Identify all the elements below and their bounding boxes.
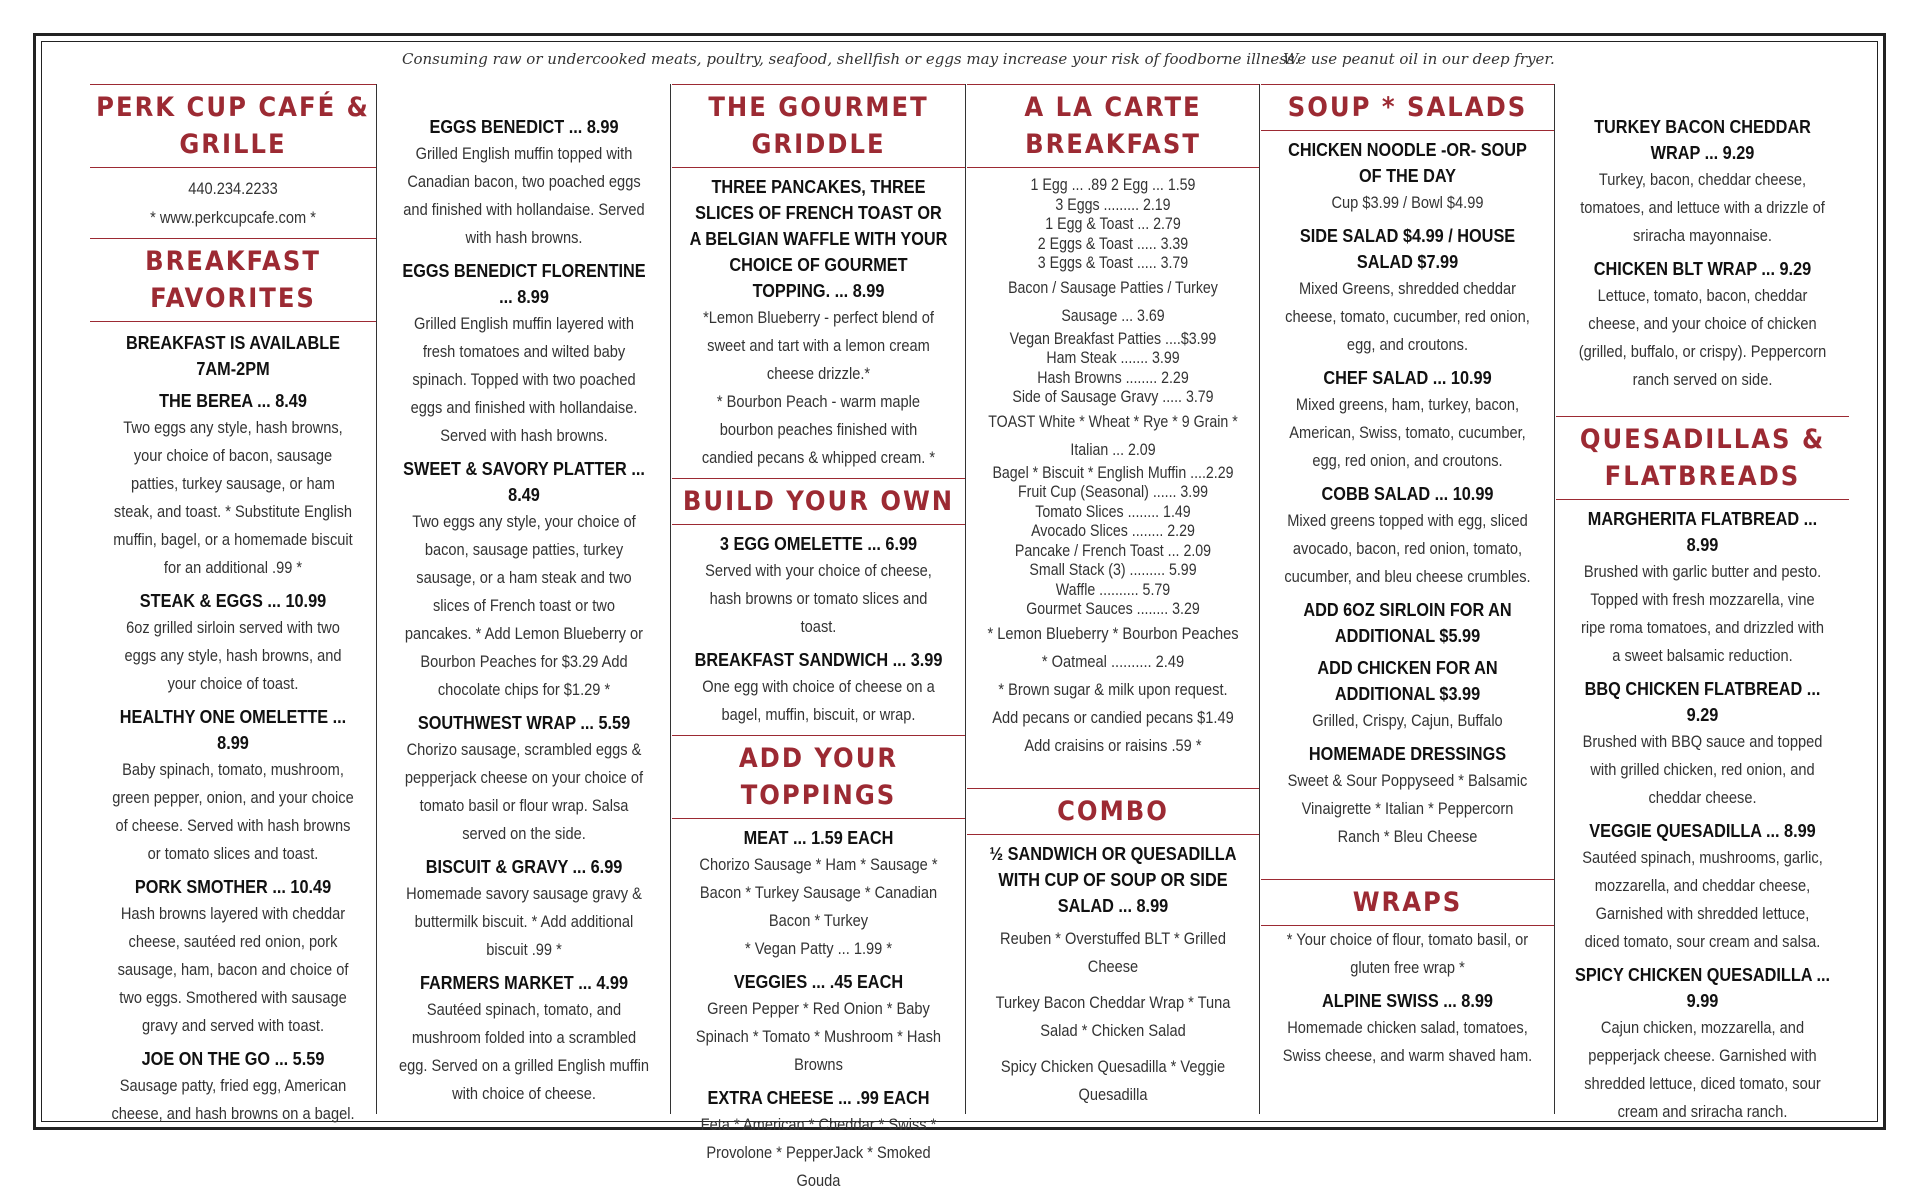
item-title: EXTRA CHEESE ... .99 EACH — [707, 1087, 930, 1108]
list-item: 1 Egg & Toast ... 2.79 — [1045, 215, 1181, 233]
phone-number: 440.234.2233 — [188, 179, 278, 198]
peanut-oil-note: We use peanut oil in our deep fryer. — [1283, 50, 1555, 68]
item-description: Served with your choice of cheese, hash browns or tomato slices and toast. — [705, 561, 932, 636]
oatmeal-note: * Brown sugar & milk upon request. Add pecans or candied pecans $1.49 Add craisins or raisins .59 * — [992, 679, 1234, 755]
list-item: Avocado Slices ........ 2.29 — [1031, 522, 1195, 540]
item-description: One egg with choice of cheese on a bagel, muffin, biscuit, or wrap. — [702, 677, 935, 724]
item-description: Brushed with BBQ sauce and topped with grilled chicken, red onion, and cheddar cheese. — [1582, 732, 1823, 807]
item-title: ½ SANDWICH OR QUESADILLA WITH CUP OF SOUP OR SIDE SALAD ... 8.99 — [989, 842, 1237, 916]
item-title: MEAT ... 1.59 EACH — [743, 827, 894, 848]
item-description: Two eggs any style, hash browns, your choice of bacon, sausage patties, turkey sausage, or ham steak, and toast. * Substitute English muffin, bagel, or a homemade biscuit for an additional .99 * — [113, 418, 353, 577]
section-breakfast-favorites: BREAKFAST FAVORITES — [90, 238, 376, 322]
item-description: Sausage patty, fried egg, American cheese, and hash browns on a bagel. — [111, 1076, 355, 1123]
list-item: Fruit Cup (Seasonal) ...... 3.99 — [1017, 483, 1209, 501]
item-title: EGGS BENEDICT FLORENTINE ... 8.99 — [402, 260, 646, 307]
item-description: Cajun chicken, mozzarella, and pepperjack cheese. Garnished with shredded lettuce, diced tomato, sour cream and sriracha ranch. — [1584, 1018, 1821, 1121]
item-title: CHICKEN BLT WRAP ... 9.29 — [1593, 258, 1812, 279]
list-item: Bacon / Sausage Patties / Turkey Sausage ... 3.69 — [1008, 278, 1218, 325]
item-title: SIDE SALAD $4.99 / HOUSE SALAD $7.99 — [1299, 225, 1516, 272]
item-description: Cup $3.99 / Bowl $4.99 — [1331, 193, 1484, 212]
item-description: Sweet & Sour Poppyseed * Balsamic Vinaigrette * Italian * Peppercorn Ranch * Bleu Cheese — [1287, 771, 1528, 846]
item-description: Mixed Greens, shredded cheddar cheese, tomato, cucumber, red onion, egg, and croutons. — [1285, 279, 1530, 354]
item-title: HEALTHY ONE OMELETTE ... 8.99 — [119, 706, 347, 753]
item-title: STEAK & EGGS ... 10.99 — [139, 590, 327, 611]
item-description: Lettuce, tomato, bacon, cheddar cheese, and your choice of chicken (grilled, buffalo, or crispy). Peppercorn ranch served on side. — [1578, 286, 1827, 389]
foodborne-warning: Consuming raw or undercooked meats, poultry, seafood, shellfish or eggs may increase your risk of foodborne illness. — [402, 50, 1300, 68]
section-build-your-own: BUILD YOUR OWN — [672, 478, 965, 525]
item-description: Grilled, Crispy, Cajun, Buffalo — [1312, 711, 1503, 730]
item-description: Green Pepper * Red Onion * Baby Spinach * Tomato * Mushroom * Hash Browns — [695, 999, 942, 1074]
item-title: MARGHERITA FLATBREAD ... 8.99 — [1587, 508, 1818, 555]
item-title: JOE ON THE GO ... 5.59 — [141, 1048, 325, 1069]
item-title: BBQ CHICKEN FLATBREAD ... 9.29 — [1584, 678, 1821, 725]
item-description: Homemade savory sausage gravy & buttermilk biscuit. * Add additional biscuit .99 * — [406, 884, 642, 959]
item-title: EGGS BENEDICT ... 8.99 — [429, 116, 619, 137]
column-soup-salads — [1261, 84, 1555, 1114]
item-description: 6oz grilled sirloin served with two eggs any style, hash browns, and your choice of toast. — [124, 618, 342, 693]
item-title: ADD CHICKEN FOR AN ADDITIONAL $3.99 — [1317, 657, 1498, 704]
column-benedicts — [378, 84, 671, 1114]
item-title: ADD 6OZ SIRLOIN FOR AN ADDITIONAL $5.99 — [1303, 599, 1512, 646]
item-title: BREAKFAST SANDWICH ... 3.99 — [694, 649, 943, 670]
column-griddle — [672, 84, 966, 1190]
item-title: ALPINE SWISS ... 8.99 — [1322, 990, 1493, 1011]
item-title: 3 EGG OMELETTE ... 6.99 — [719, 533, 918, 554]
item-description: Hash browns layered with cheddar cheese, sautéed red onion, pork sausage, ham, bacon and choice of two eggs. Smothered with sausage gravy and served with toast. — [117, 904, 349, 1035]
a-la-carte-list — [967, 176, 1259, 620]
item-title: VEGGIE QUESADILLA ... 8.99 — [1589, 820, 1816, 841]
list-item: 3 Eggs ......... 2.19 — [1055, 195, 1171, 214]
item-title: CHEF SALAD ... 10.99 — [1323, 367, 1492, 388]
item-description: Mixed greens, ham, turkey, bacon, American, Swiss, tomato, cucumber, egg, red onion, and croutons. — [1289, 395, 1526, 470]
item-description: Homemade chicken salad, tomatoes, Swiss cheese, and warm shaved ham. — [1282, 1018, 1533, 1065]
item-description: *Lemon Blueberry - perfect blend of sweet and tart with a lemon cream cheese drizzle.* — [703, 308, 934, 383]
list-item: 2 Eggs & Toast ..... 3.39 — [1037, 234, 1189, 253]
section-a-la-carte: A LA CARTE BREAKFAST — [967, 84, 1259, 168]
list-item: Hash Browns ........ 2.29 — [1037, 368, 1189, 387]
list-item: Side of Sausage Gravy ..... 3.79 — [1012, 388, 1214, 406]
item-title: PORK SMOTHER ... 10.49 — [134, 876, 332, 897]
restaurant-name: PERK CUP CAFÉ & GRILLE — [90, 84, 376, 168]
item-note: * Vegan Patty ... 1.99 * — [744, 939, 893, 958]
column-breakfast-favorites — [90, 84, 377, 1123]
item-description: * Bourbon Peach - warm maple bourbon peaches finished with candied pecans & whipped cream. * — [701, 392, 936, 467]
item-description: Two eggs any style, your choice of bacon, sausage patties, turkey sausage, or a ham steak and two slices of French toast or two pancakes. * Add Lemon Blueberry or Bourbon Peaches for $3.29 Add chocolate chips for $1.29 * — [404, 512, 644, 699]
wrap-note: * Your choice of flour, tomato basil, or gluten free wrap * — [1286, 930, 1529, 977]
combo-option: Turkey Bacon Cheddar Wrap * Tuna Salad * Chicken Salad — [995, 992, 1231, 1040]
item-description: Brushed with garlic butter and pesto. Topped with fresh mozzarella, vine ripe roma tomatoes, and drizzled with a sweet balsamic reduction. — [1581, 562, 1824, 665]
list-item: Small Stack (3) ......... 5.99 — [1029, 561, 1197, 579]
list-item: Vegan Breakfast Patties ....$3.99 — [1009, 329, 1217, 348]
column-a-la-carte — [967, 84, 1260, 1114]
list-item: 3 Eggs & Toast ..... 3.79 — [1037, 254, 1189, 272]
item-description: Sautéed spinach, mushrooms, garlic, mozzarella, and cheddar cheese, Garnished with shredded lettuce, diced tomato, sour cream and salsa. — [1582, 848, 1823, 951]
item-title: THREE PANCAKES, THREE SLICES OF FRENCH TOAST OR A BELGIAN WAFFLE WITH YOUR CHOICE OF GOURMET TOPPING. ... 8.99 — [689, 176, 948, 301]
item-title: SPICY CHICKEN QUESADILLA ... 9.99 — [1574, 964, 1831, 1011]
item-title: THE BEREA ... 8.49 — [159, 390, 307, 411]
combo-option: Reuben * Overstuffed BLT * Grilled Cheese — [1000, 928, 1226, 976]
website: * www.perkcupcafe.com * — [150, 208, 316, 227]
item-title: HOMEMADE DRESSINGS — [1308, 743, 1507, 764]
item-description: Mixed greens topped with egg, sliced avocado, bacon, red onion, tomato, cucumber, and bleu cheese crumbles. — [1284, 511, 1531, 586]
item-title: VEGGIES ... .45 EACH — [733, 971, 904, 992]
item-description: Chorizo Sausage * Ham * Sausage * Bacon * Turkey Sausage * Canadian Bacon * Turkey — [699, 855, 938, 930]
breakfast-hours: BREAKFAST IS AVAILABLE 7AM-2PM — [125, 332, 341, 379]
list-item: Gourmet Sauces ........ 3.29 — [1026, 600, 1200, 618]
item-title: SWEET & SAVORY PLATTER ... 8.49 — [403, 458, 645, 505]
item-title: BISCUIT & GRAVY ... 6.99 — [425, 856, 623, 877]
section-quesadillas-flatbreads: QUESADILLAS & FLATBREADS — [1556, 416, 1849, 500]
section-gourmet-griddle: THE GOURMET GRIDDLE — [672, 84, 965, 168]
oatmeal-item: * Lemon Blueberry * Bourbon Peaches * Oatmeal .......... 2.49 — [987, 623, 1239, 671]
item-description: Sautéed spinach, tomato, and mushroom folded into a scrambled egg. Served on a grilled English muffin with choice of cheese. — [398, 1000, 650, 1103]
item-title: CHICKEN NOODLE -OR- SOUP OF THE DAY — [1288, 139, 1527, 186]
list-item: Bagel * Biscuit * English Muffin ....2.29 — [992, 463, 1234, 482]
item-description: Grilled English muffin topped with Canadian bacon, two poached eggs and finished with hollandaise. Served with hash browns. — [403, 144, 645, 247]
section-wraps: WRAPS — [1261, 879, 1554, 926]
list-item: Tomato Slices ........ 1.49 — [1035, 502, 1191, 521]
column-wraps-flatbreads — [1556, 84, 1849, 1121]
list-item: Waffle .......... 5.79 — [1055, 580, 1171, 599]
item-description: Turkey, bacon, cheddar cheese, tomatoes, and lettuce with a drizzle of sriracha mayonnaise. — [1580, 170, 1825, 245]
item-title: FARMERS MARKET ... 4.99 — [419, 972, 629, 993]
item-title: SOUTHWEST WRAP ... 5.59 — [417, 712, 631, 733]
item-title: TURKEY BACON CHEDDAR WRAP ... 9.29 — [1594, 116, 1811, 163]
item-description: Feta * American * Cheddar * Swiss * Provolone * PepperJack * Smoked Gouda — [700, 1115, 937, 1190]
item-description: Chorizo sausage, scrambled eggs & pepperjack cheese on your choice of tomato basil or flour wrap. Salsa served on the side. — [404, 740, 644, 843]
item-description: Grilled English muffin layered with fresh tomatoes and wilted baby spinach. Topped with two poached eggs and finished with hollandaise. Served with hash browns. — [410, 314, 638, 445]
section-add-toppings: ADD YOUR TOPPINGS — [672, 735, 965, 819]
list-item: TOAST White * Wheat * Rye * 9 Grain * Italian ... 2.09 — [988, 412, 1238, 459]
section-combo: COMBO — [967, 788, 1259, 835]
item-title: COBB SALAD ... 10.99 — [1321, 483, 1494, 504]
item-description: Baby spinach, tomato, mushroom, green pepper, onion, and your choice of cheese. Served with hash browns or tomato slices and toast. — [112, 760, 354, 863]
combo-option: Spicy Chicken Quesadilla * Veggie Quesadilla — [1000, 1056, 1226, 1104]
list-item: Ham Steak ....... 3.99 — [1046, 349, 1180, 367]
section-soup-salads: SOUP * SALADS — [1261, 84, 1554, 131]
list-item: Pancake / French Toast ... 2.09 — [1014, 541, 1212, 560]
list-item: 1 Egg ... .89 2 Egg ... 1.59 — [1030, 176, 1196, 194]
